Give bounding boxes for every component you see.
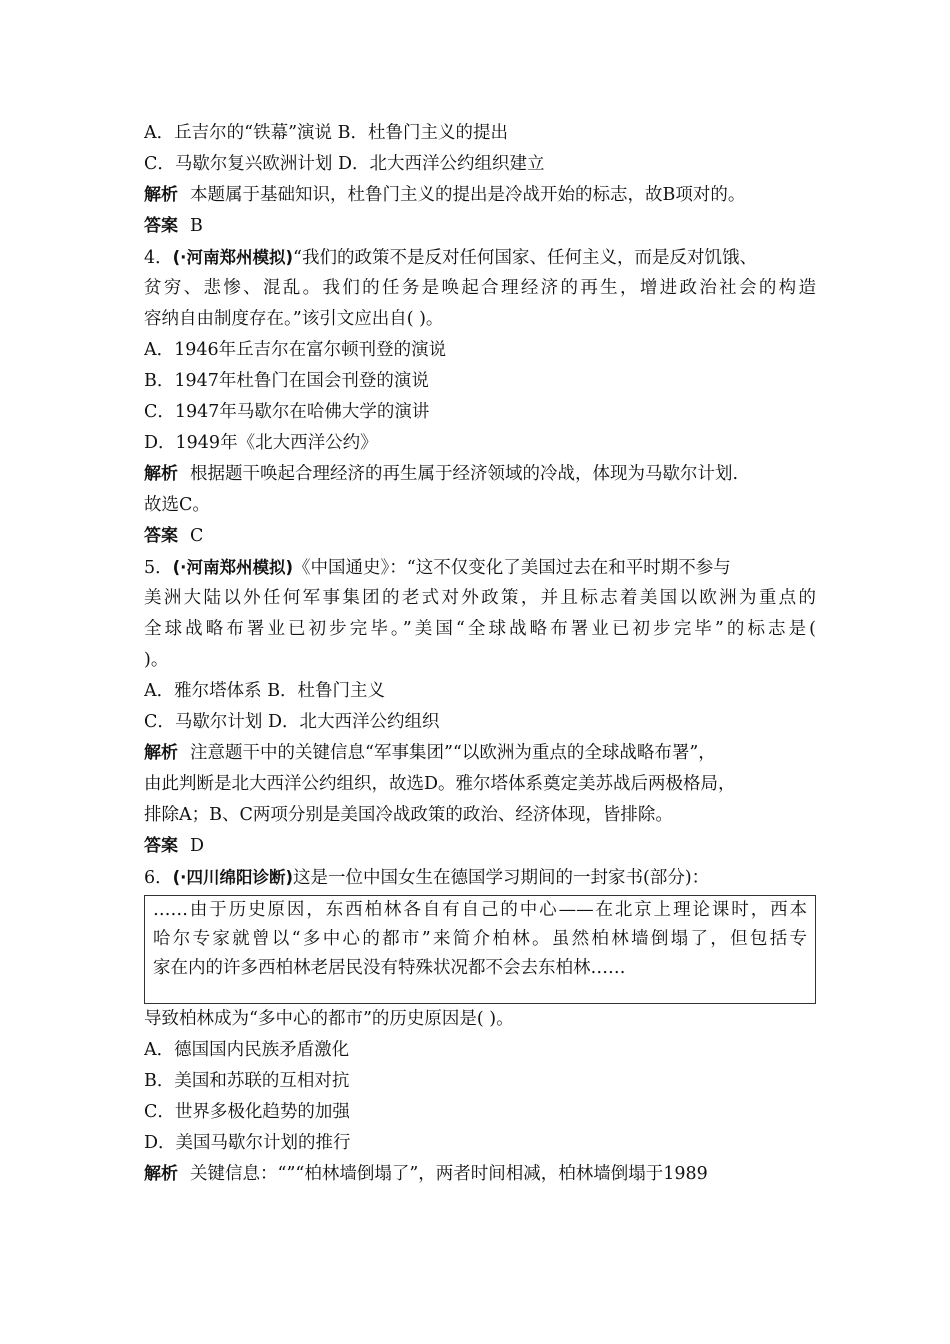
q4-stem-line-3: 容纳自由制度存在。”该引文应出自( )。	[144, 309, 444, 329]
question-number: 4．	[144, 248, 173, 268]
q4-option-b: B．1947年杜鲁门在国会刊登的演说	[144, 371, 429, 391]
analysis-label: 解析	[144, 743, 178, 763]
q3-analysis	[144, 180, 816, 211]
answer-label: 答案	[144, 836, 178, 856]
q6-option-d: D．美国马歇尔计划的推行	[144, 1133, 351, 1153]
question-stem: 《中国通史》：“这不仅变化了美国过去在和平时期不参与	[293, 558, 731, 578]
q4-answer	[144, 521, 816, 552]
letter-line-3: 家在内的许多西柏林老居民没有特殊状况都不会去东柏林……	[153, 958, 626, 978]
q5-options-cd: C．马歇尔计划 D．北大西洋公约组织	[144, 712, 440, 732]
analysis-label: 解析	[144, 1164, 178, 1184]
letter-line-2: 哈尔专家就曾以“多中心的都市”来简介柏林。虽然柏林墙倒塌了，但包括专	[153, 929, 807, 949]
letter-line-1: ……由于历史原因，东西柏林各自有自己的中心——在北京上理论课时，西本	[153, 900, 807, 920]
q3-answer	[144, 211, 816, 242]
q5-analysis-line-2: 由此判断是北大西洋公约组织，故选D。雅尔塔体系奠定美苏战后两极格局，	[144, 774, 736, 794]
answer-label: 答案	[144, 526, 178, 546]
q5-stem-line-3: 全球战略布署业已初步完毕。”美国“全球战略布署业已初步完毕”的标志是(	[144, 619, 816, 639]
q4-stem-line-1	[144, 242, 816, 273]
q6-option-a: A．德国国内民族矛盾激化	[144, 1040, 350, 1060]
q6-stem-intro	[144, 862, 816, 893]
q3-options-cd: C．马歇尔复兴欧洲计划 D．北大西洋公约组织建立	[144, 154, 545, 174]
q5-stem-line-4: )。	[144, 650, 169, 670]
question-source: (·河南郑州模拟)	[172, 558, 293, 577]
question-source: (·四川绵阳诊断)	[172, 868, 293, 887]
q5-analysis-line-1	[144, 738, 816, 769]
analysis-label: 解析	[144, 464, 178, 484]
q5-stem-line-2: 美洲大陆以外任何军事集团的老式对外政策，并且标志着美国以欧洲为重点的	[144, 588, 816, 608]
q4-stem-line-2: 贫穷、悲惨、混乱。我们的任务是唤起合理经济的再生，增进政治社会的构造	[144, 278, 816, 298]
question-stem: 这是一位中国女生在德国学习期间的一封家书(部分)：	[293, 868, 710, 888]
analysis-label: 解析	[144, 185, 178, 205]
q4-option-a: A．1946年丘吉尔在富尔顿刊登的演说	[144, 340, 447, 360]
q4-option-d: D．1949年《北大西洋公约》	[144, 433, 378, 453]
answer-label: 答案	[144, 216, 178, 236]
analysis-text: 根据题干唤起合理经济的再生属于经济领域的冷战，体现为马歇尔计划.	[190, 464, 739, 484]
analysis-text: 本题属于基础知识，杜鲁门主义的提出是冷战开始的标志，故B项对的。	[190, 185, 746, 205]
letter-excerpt-box	[144, 895, 816, 1004]
q5-answer	[144, 831, 816, 862]
q6-option-c: C．世界多极化趋势的加强	[144, 1102, 350, 1122]
document-page	[144, 118, 816, 1190]
q3-options-ab: A．丘吉尔的“铁幕”演说 B．杜鲁门主义的提出	[144, 123, 508, 143]
analysis-text: 注意题干中的关键信息“军事集团”“以欧洲为重点的全球战略布署”，	[190, 743, 716, 763]
answer-value: B	[190, 216, 203, 236]
q6-option-b: B．美国和苏联的互相对抗	[144, 1071, 350, 1091]
q6-stem-question: 导致柏林成为“多中心的都市”的历史原因是( )。	[144, 1009, 514, 1029]
answer-value: D	[190, 836, 205, 856]
question-stem: “我们的政策不是反对任何国家、任何主义，而是反对饥饿、	[293, 248, 757, 268]
answer-value: C	[190, 526, 204, 546]
question-number: 5．	[144, 558, 173, 578]
q6-analysis-line-1	[144, 1159, 816, 1190]
question-number: 6．	[144, 868, 173, 888]
analysis-text: 关键信息：“”“柏林墙倒塌了”，两者时间相减，柏林墙倒塌于1989	[190, 1164, 708, 1184]
q4-analysis-line-2: 故选C。	[144, 495, 210, 515]
question-source: (·河南郑州模拟)	[172, 248, 293, 267]
q4-analysis-line-1	[144, 459, 816, 490]
q5-options-ab: A．雅尔塔体系 B．杜鲁门主义	[144, 681, 386, 701]
q4-option-c: C．1947年马歇尔在哈佛大学的演讲	[144, 402, 430, 422]
q5-stem-line-1	[144, 552, 816, 583]
q5-analysis-line-3: 排除A；B、C两项分别是美国冷战政策的政治、经济体现，皆排除。	[144, 805, 673, 825]
